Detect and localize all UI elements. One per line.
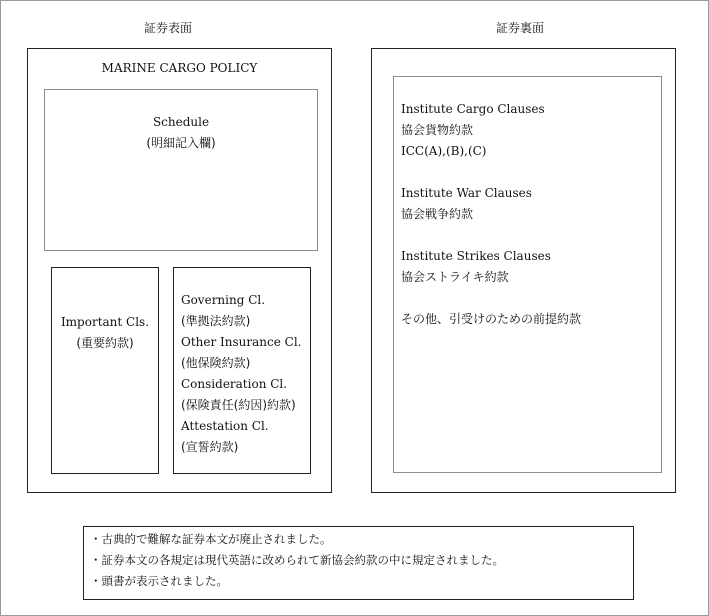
note-item: ・証券本文の各規定は現代英語に改められて新協会約款の中に規定されました。 [90,553,504,567]
governing-note: (準拠法約款) [181,314,251,328]
consideration-label: Consideration Cl. [181,377,288,391]
governing-label: Governing Cl. [181,293,266,307]
note-item: ・頭書が表示されました。 [90,574,228,588]
policy-title: MARINE CARGO POLICY [101,61,258,75]
policy-front-panel [27,48,332,493]
attestation-note: (宣誓約款) [181,440,239,454]
other-insurance-label: Other Insurance Cl. [181,335,302,349]
schedule-label: Schedule [152,115,210,129]
important-clauses-box [51,267,159,474]
schedule-box [44,89,318,251]
front-heading: 証券表面 [143,21,192,35]
consideration-note: (保険責任(約因)約款) [181,398,296,412]
policy-back-panel [371,48,676,493]
other-clauses-box [173,267,311,474]
war-clauses-note: 協会戦争約款 [401,207,474,221]
cargo-clauses-note: 協会貨物約款 [401,123,474,137]
back-heading: 証券裏面 [495,21,544,35]
other-clauses-note: その他、引受けのための前提約款 [401,312,582,326]
institute-clauses-box [393,76,662,473]
war-clauses-label: Institute War Clauses [401,186,532,200]
attestation-label: Attestation Cl. [181,419,269,433]
strikes-clauses-note: 協会ストライキ約款 [401,270,509,284]
notes-box [83,526,634,600]
important-note: (重要約款) [76,336,134,350]
cargo-clauses-types: ICC(A),(B),(C) [401,144,487,158]
other-insurance-note: (他保険約款) [181,356,251,370]
note-item: ・古典的で難解な証券本文が廃止されました。 [90,532,332,546]
cargo-clauses-label: Institute Cargo Clauses [401,102,545,116]
schedule-note: (明細記入欄) [146,136,216,150]
strikes-clauses-label: Institute Strikes Clauses [401,249,551,263]
important-label: Important Cls. [60,315,150,329]
